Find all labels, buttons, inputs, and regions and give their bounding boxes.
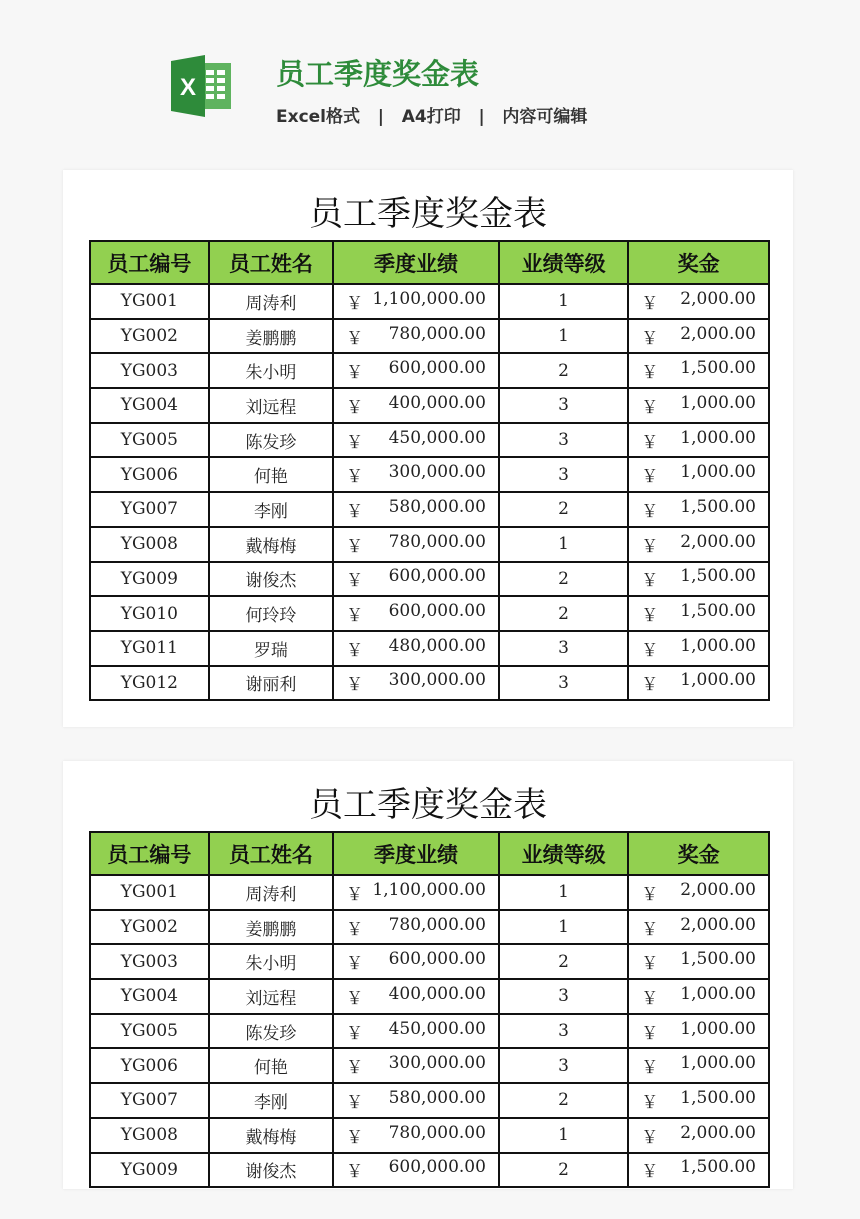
employee-name-cell: 刘远程: [209, 388, 333, 423]
quarter-performance-cell: [333, 562, 499, 597]
currency-symbol: ￥: [641, 1162, 659, 1183]
table-row: [90, 1153, 769, 1188]
amount: 1,500.00: [680, 566, 756, 587]
bonus-cell: [628, 388, 769, 423]
performance-grade-cell: 3: [499, 388, 628, 423]
quarter-performance-cell: [333, 1083, 499, 1118]
currency-symbol: ￥: [346, 363, 364, 384]
currency-symbol: ￥: [346, 675, 364, 696]
amount: 780,000.00: [388, 1122, 486, 1143]
bonus-table: [89, 240, 770, 701]
quarter-performance-cell: [333, 527, 499, 562]
currency-symbol: ￥: [641, 1127, 659, 1148]
currency-symbol: ￥: [641, 640, 659, 661]
bonus-cell: [628, 1048, 769, 1083]
amount: 600,000.00: [388, 1157, 486, 1178]
amount: 1,000.00: [680, 427, 756, 448]
currency-symbol: ￥: [641, 363, 659, 384]
amount: 580,000.00: [388, 496, 486, 517]
amount: 450,000.00: [388, 427, 486, 448]
amount: 300,000.00: [388, 670, 486, 691]
amount: 1,100,000.00: [372, 879, 486, 900]
employee-id-cell: YG005: [90, 423, 209, 458]
bonus-cell: [628, 1153, 769, 1188]
currency-symbol: ￥: [346, 1092, 364, 1113]
currency-symbol: ￥: [346, 397, 364, 418]
amount: 400,000.00: [388, 392, 486, 413]
bonus-cell: [628, 875, 769, 910]
employee-name-cell: 何玲玲: [209, 596, 333, 631]
table-row: [90, 944, 769, 979]
bonus-cell: [628, 353, 769, 388]
employee-name-cell: 李刚: [209, 492, 333, 527]
employee-name-cell: 李刚: [209, 1083, 333, 1118]
bonus-cell: [628, 1118, 769, 1153]
performance-grade-cell: 3: [499, 423, 628, 458]
amount: 2,000.00: [680, 531, 756, 552]
amount: 600,000.00: [388, 566, 486, 587]
sheet-title: 员工季度奖金表: [309, 785, 547, 825]
employee-id-cell: YG002: [90, 910, 209, 945]
amount: 400,000.00: [388, 983, 486, 1004]
currency-symbol: ￥: [346, 1058, 364, 1079]
employee-id-cell: YG001: [90, 875, 209, 910]
employee-name-cell: 谢俊杰: [209, 1153, 333, 1188]
currency-symbol: ￥: [641, 328, 659, 349]
performance-grade-cell: 3: [499, 457, 628, 492]
table-row: [90, 527, 769, 562]
performance-grade-cell: 1: [499, 284, 628, 319]
column-header: 奖金: [628, 832, 769, 875]
amount: 2,000.00: [680, 288, 756, 309]
currency-symbol: ￥: [641, 501, 659, 522]
column-header: 季度业绩: [333, 241, 499, 284]
currency-symbol: ￥: [346, 919, 364, 940]
amount: 600,000.00: [388, 949, 486, 970]
employee-name-cell: 刘远程: [209, 979, 333, 1014]
currency-symbol: ￥: [346, 1127, 364, 1148]
currency-symbol: ￥: [641, 293, 659, 314]
performance-grade-cell: 3: [499, 979, 628, 1014]
performance-grade-cell: 2: [499, 1153, 628, 1188]
performance-grade-cell: 1: [499, 319, 628, 354]
currency-symbol: ￥: [346, 1162, 364, 1183]
currency-symbol: ￥: [346, 606, 364, 627]
table-row: [90, 319, 769, 354]
employee-id-cell: YG009: [90, 1153, 209, 1188]
quarter-performance-cell: [333, 1118, 499, 1153]
currency-symbol: ￥: [641, 432, 659, 453]
employee-id-cell: YG003: [90, 944, 209, 979]
quarter-performance-cell: [333, 1014, 499, 1049]
column-header: 员工编号: [90, 832, 209, 875]
quarter-performance-cell: [333, 596, 499, 631]
currency-symbol: ￥: [346, 640, 364, 661]
currency-symbol: ￥: [346, 571, 364, 592]
employee-name-cell: 谢俊杰: [209, 562, 333, 597]
column-header: 员工姓名: [209, 832, 333, 875]
table-row: [90, 562, 769, 597]
employee-name-cell: 姜鹏鹏: [209, 319, 333, 354]
currency-symbol: ￥: [641, 1023, 659, 1044]
employee-id-cell: YG001: [90, 284, 209, 319]
currency-symbol: ￥: [346, 536, 364, 557]
quarter-performance-cell: [333, 423, 499, 458]
amount: 1,500.00: [680, 1087, 756, 1108]
bonus-cell: [628, 284, 769, 319]
employee-id-cell: YG004: [90, 979, 209, 1014]
table-row: [90, 596, 769, 631]
amount: 2,000.00: [680, 1122, 756, 1143]
amount: 2,000.00: [680, 914, 756, 935]
currency-symbol: ￥: [346, 328, 364, 349]
table-row: [90, 910, 769, 945]
currency-symbol: ￥: [641, 884, 659, 905]
table-row: [90, 666, 769, 701]
currency-symbol: ￥: [641, 988, 659, 1009]
column-header: 员工编号: [90, 241, 209, 284]
column-header: 业绩等级: [499, 241, 628, 284]
employee-id-cell: YG006: [90, 1048, 209, 1083]
page-title: 员工季度奖金表: [276, 57, 480, 91]
bonus-cell: [628, 1014, 769, 1049]
employee-id-cell: YG011: [90, 631, 209, 666]
currency-symbol: ￥: [346, 988, 364, 1009]
bonus-cell: [628, 319, 769, 354]
bonus-table: [89, 831, 770, 1188]
quarter-performance-cell: [333, 457, 499, 492]
amount: 1,100,000.00: [372, 288, 486, 309]
bonus-cell: [628, 666, 769, 701]
employee-id-cell: YG009: [90, 562, 209, 597]
amount: 480,000.00: [388, 635, 486, 656]
employee-id-cell: YG005: [90, 1014, 209, 1049]
bonus-cell: [628, 423, 769, 458]
amount: 780,000.00: [388, 323, 486, 344]
quarter-performance-cell: [333, 1048, 499, 1083]
employee-id-cell: YG003: [90, 353, 209, 388]
amount: 1,500.00: [680, 496, 756, 517]
bonus-cell: [628, 910, 769, 945]
performance-grade-cell: 2: [499, 562, 628, 597]
employee-id-cell: YG007: [90, 1083, 209, 1118]
employee-name-cell: 何艳: [209, 1048, 333, 1083]
amount: 1,000.00: [680, 670, 756, 691]
employee-id-cell: YG004: [90, 388, 209, 423]
employee-name-cell: 姜鹏鹏: [209, 910, 333, 945]
performance-grade-cell: 1: [499, 1118, 628, 1153]
employee-name-cell: 朱小明: [209, 353, 333, 388]
amount: 1,000.00: [680, 1053, 756, 1074]
quarter-performance-cell: [333, 388, 499, 423]
bonus-cell: [628, 562, 769, 597]
performance-grade-cell: 1: [499, 875, 628, 910]
performance-grade-cell: 2: [499, 353, 628, 388]
employee-name-cell: 周涛利: [209, 284, 333, 319]
amount: 1,500.00: [680, 949, 756, 970]
performance-grade-cell: 2: [499, 492, 628, 527]
sheet-preview-2: [63, 761, 793, 1189]
column-header: 季度业绩: [333, 832, 499, 875]
currency-symbol: ￥: [346, 501, 364, 522]
amount: 1,500.00: [680, 1157, 756, 1178]
bonus-cell: [628, 1083, 769, 1118]
amount: 2,000.00: [680, 879, 756, 900]
employee-name-cell: 戴梅梅: [209, 527, 333, 562]
currency-symbol: ￥: [346, 954, 364, 975]
amount: 300,000.00: [388, 1053, 486, 1074]
performance-grade-cell: 2: [499, 944, 628, 979]
amount: 780,000.00: [388, 531, 486, 552]
employee-name-cell: 朱小明: [209, 944, 333, 979]
quarter-performance-cell: [333, 631, 499, 666]
table-row: [90, 284, 769, 319]
table-row: [90, 353, 769, 388]
table-row: [90, 631, 769, 666]
performance-grade-cell: 2: [499, 1083, 628, 1118]
amount: 600,000.00: [388, 601, 486, 622]
quarter-performance-cell: [333, 284, 499, 319]
employee-id-cell: YG008: [90, 1118, 209, 1153]
table-row: [90, 457, 769, 492]
amount: 1,000.00: [680, 1018, 756, 1039]
employee-id-cell: YG007: [90, 492, 209, 527]
quarter-performance-cell: [333, 1153, 499, 1188]
table-row: [90, 1083, 769, 1118]
bonus-cell: [628, 492, 769, 527]
amount: 580,000.00: [388, 1087, 486, 1108]
currency-symbol: ￥: [641, 397, 659, 418]
column-header: 员工姓名: [209, 241, 333, 284]
quarter-performance-cell: [333, 944, 499, 979]
table-row: [90, 423, 769, 458]
performance-grade-cell: 1: [499, 527, 628, 562]
bonus-cell: [628, 457, 769, 492]
amount: 1,000.00: [680, 392, 756, 413]
bonus-cell: [628, 979, 769, 1014]
currency-symbol: ￥: [641, 606, 659, 627]
table-row: [90, 1014, 769, 1049]
employee-id-cell: YG008: [90, 527, 209, 562]
quarter-performance-cell: [333, 910, 499, 945]
amount: 2,000.00: [680, 323, 756, 344]
amount: 1,500.00: [680, 358, 756, 379]
table-row: [90, 492, 769, 527]
amount: 1,000.00: [680, 635, 756, 656]
currency-symbol: ￥: [641, 1092, 659, 1113]
bonus-cell: [628, 944, 769, 979]
amount: 300,000.00: [388, 462, 486, 483]
employee-name-cell: 谢丽利: [209, 666, 333, 701]
performance-grade-cell: 1: [499, 910, 628, 945]
bonus-cell: [628, 527, 769, 562]
currency-symbol: ￥: [641, 571, 659, 592]
column-header: 奖金: [628, 241, 769, 284]
table-row: [90, 979, 769, 1014]
column-header: 业绩等级: [499, 832, 628, 875]
quarter-performance-cell: [333, 492, 499, 527]
table-row: [90, 875, 769, 910]
table-row: [90, 1048, 769, 1083]
quarter-performance-cell: [333, 666, 499, 701]
sheet-preview-1: [63, 170, 793, 727]
table-row: [90, 1118, 769, 1153]
employee-id-cell: YG010: [90, 596, 209, 631]
logo-letter: X: [179, 74, 197, 101]
amount: 780,000.00: [388, 914, 486, 935]
currency-symbol: ￥: [641, 536, 659, 557]
employee-id-cell: YG006: [90, 457, 209, 492]
currency-symbol: ￥: [346, 1023, 364, 1044]
currency-symbol: ￥: [641, 1058, 659, 1079]
page-subtitle: Excel格式 | A4打印 | 内容可编辑: [276, 107, 588, 127]
employee-name-cell: 陈发珍: [209, 1014, 333, 1049]
currency-symbol: ￥: [346, 432, 364, 453]
employee-name-cell: 陈发珍: [209, 423, 333, 458]
table-row: [90, 388, 769, 423]
amount: 450,000.00: [388, 1018, 486, 1039]
amount: 600,000.00: [388, 358, 486, 379]
currency-symbol: ￥: [641, 467, 659, 488]
employee-name-cell: 罗瑞: [209, 631, 333, 666]
bonus-cell: [628, 596, 769, 631]
bonus-cell: [628, 631, 769, 666]
amount: 1,000.00: [680, 462, 756, 483]
currency-symbol: ￥: [346, 884, 364, 905]
performance-grade-cell: 3: [499, 666, 628, 701]
sheet-title: 员工季度奖金表: [309, 194, 547, 234]
performance-grade-cell: 3: [499, 631, 628, 666]
currency-symbol: ￥: [346, 293, 364, 314]
amount: 1,000.00: [680, 983, 756, 1004]
currency-symbol: ￥: [641, 919, 659, 940]
currency-symbol: ￥: [346, 467, 364, 488]
performance-grade-cell: 3: [499, 1014, 628, 1049]
employee-id-cell: YG012: [90, 666, 209, 701]
performance-grade-cell: 3: [499, 1048, 628, 1083]
performance-grade-cell: 2: [499, 596, 628, 631]
amount: 1,500.00: [680, 601, 756, 622]
currency-symbol: ￥: [641, 675, 659, 696]
excel-logo-icon: [171, 55, 233, 117]
quarter-performance-cell: [333, 875, 499, 910]
quarter-performance-cell: [333, 353, 499, 388]
currency-symbol: ￥: [641, 954, 659, 975]
quarter-performance-cell: [333, 979, 499, 1014]
employee-name-cell: 戴梅梅: [209, 1118, 333, 1153]
employee-name-cell: 何艳: [209, 457, 333, 492]
employee-id-cell: YG002: [90, 319, 209, 354]
employee-name-cell: 周涛利: [209, 875, 333, 910]
quarter-performance-cell: [333, 319, 499, 354]
